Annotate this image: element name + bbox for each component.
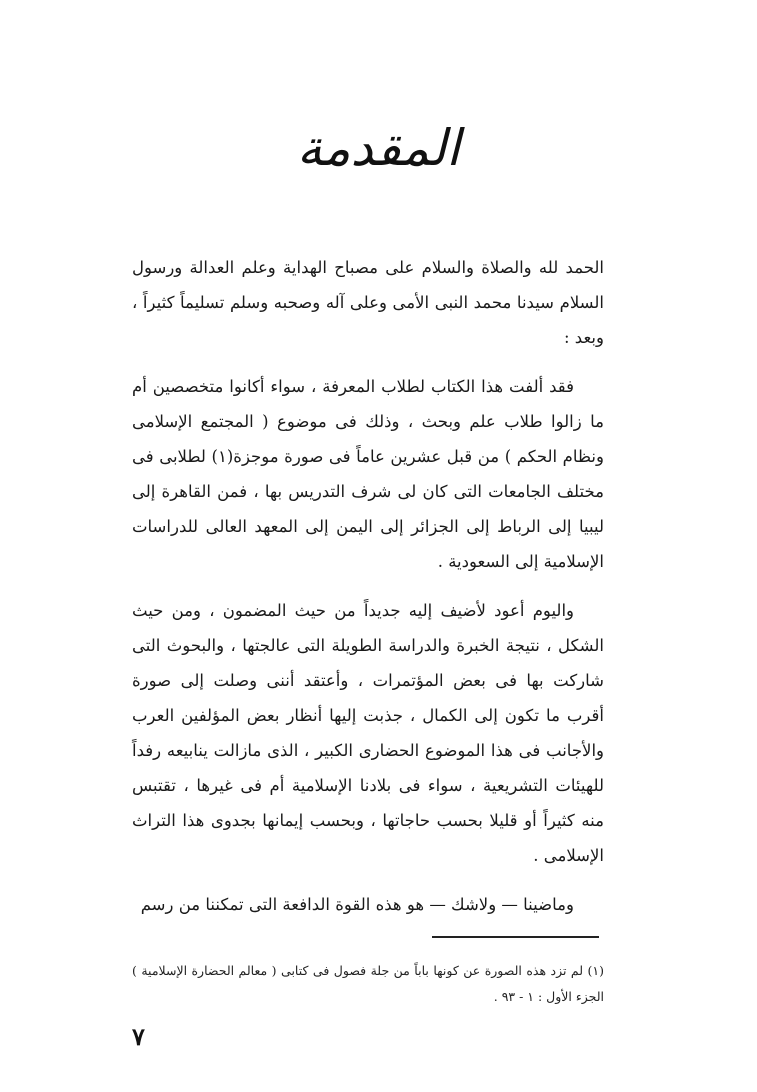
paragraph-1: الحمد لله والصلاة والسلام على مصباح الهداية وعلم العدالة ورسول السلام سيدنا محمد النبى الأمى وعلى آله وصحبه وسلم تسليماً كثيراً ، وبعد : bbox=[132, 258, 604, 347]
page-title: المقدمة bbox=[296, 119, 461, 177]
paragraph-4: وماضينا — ولاشك — هو هذه القوة الدافعة التى تمكننا من رسم bbox=[140, 895, 574, 914]
footnote: (١) لم تزد هذه الصورة عن كونها باباً من جلة فصول فى كتابى ( معالم الحضارة الإسلامية ) الجزء الأول : ١ - ٩٣ . bbox=[132, 963, 604, 1004]
body-text bbox=[132, 250, 604, 922]
paragraph-2: فقد ألفت هذا الكتاب لطلاب المعرفة ، سواء أكانوا متخصصين أم ما زالوا طلاب علم وبحث ، وذلك فى موضوع ( المجتمع الإسلامى ونظام الحكم ) من قبل عشرين عاماً فى صورة موجزة(١) لطلابى فى مختلف الجامعات التى كان لى شرف التدريس بها ، فمن القاهرة إلى ليبيا إلى الرباط إلى الجزائر إلى اليمن إلى المعهد العالى للدراسات الإسلامية إلى السعودية . bbox=[132, 377, 604, 571]
footnote-divider bbox=[432, 936, 599, 938]
paragraph-gap bbox=[132, 579, 604, 593]
page-number: ٧ bbox=[132, 1022, 145, 1051]
paragraph-gap bbox=[132, 355, 604, 369]
paragraph-3: واليوم أعود لأضيف إليه جديداً من حيث المضمون ، ومن حيث الشكل ، نتيجة الخبرة والدراسة الطويلة التى عالجتها ، والبحوث التى شاركت بها فى بعض المؤتمرات ، وأعتقد أننى وصلت إلى صورة أقرب ما تكون إلى الكمال ، جذبت إليها أنظار بعض المؤلفين العرب والأجانب فى هذا الموضوع الحضارى الكبير ، الذى مازالت ينابيعه رفداً للهيئات التشريعية ، سواء فى بلادنا الإسلامية أم فى غيرها ، تقتبس منه كثيراً أو قليلا بحسب حاجاتها ، وبحسب إيمانها بجدوى هذا التراث الإسلامى . bbox=[132, 601, 604, 865]
paragraph-gap bbox=[132, 873, 604, 887]
